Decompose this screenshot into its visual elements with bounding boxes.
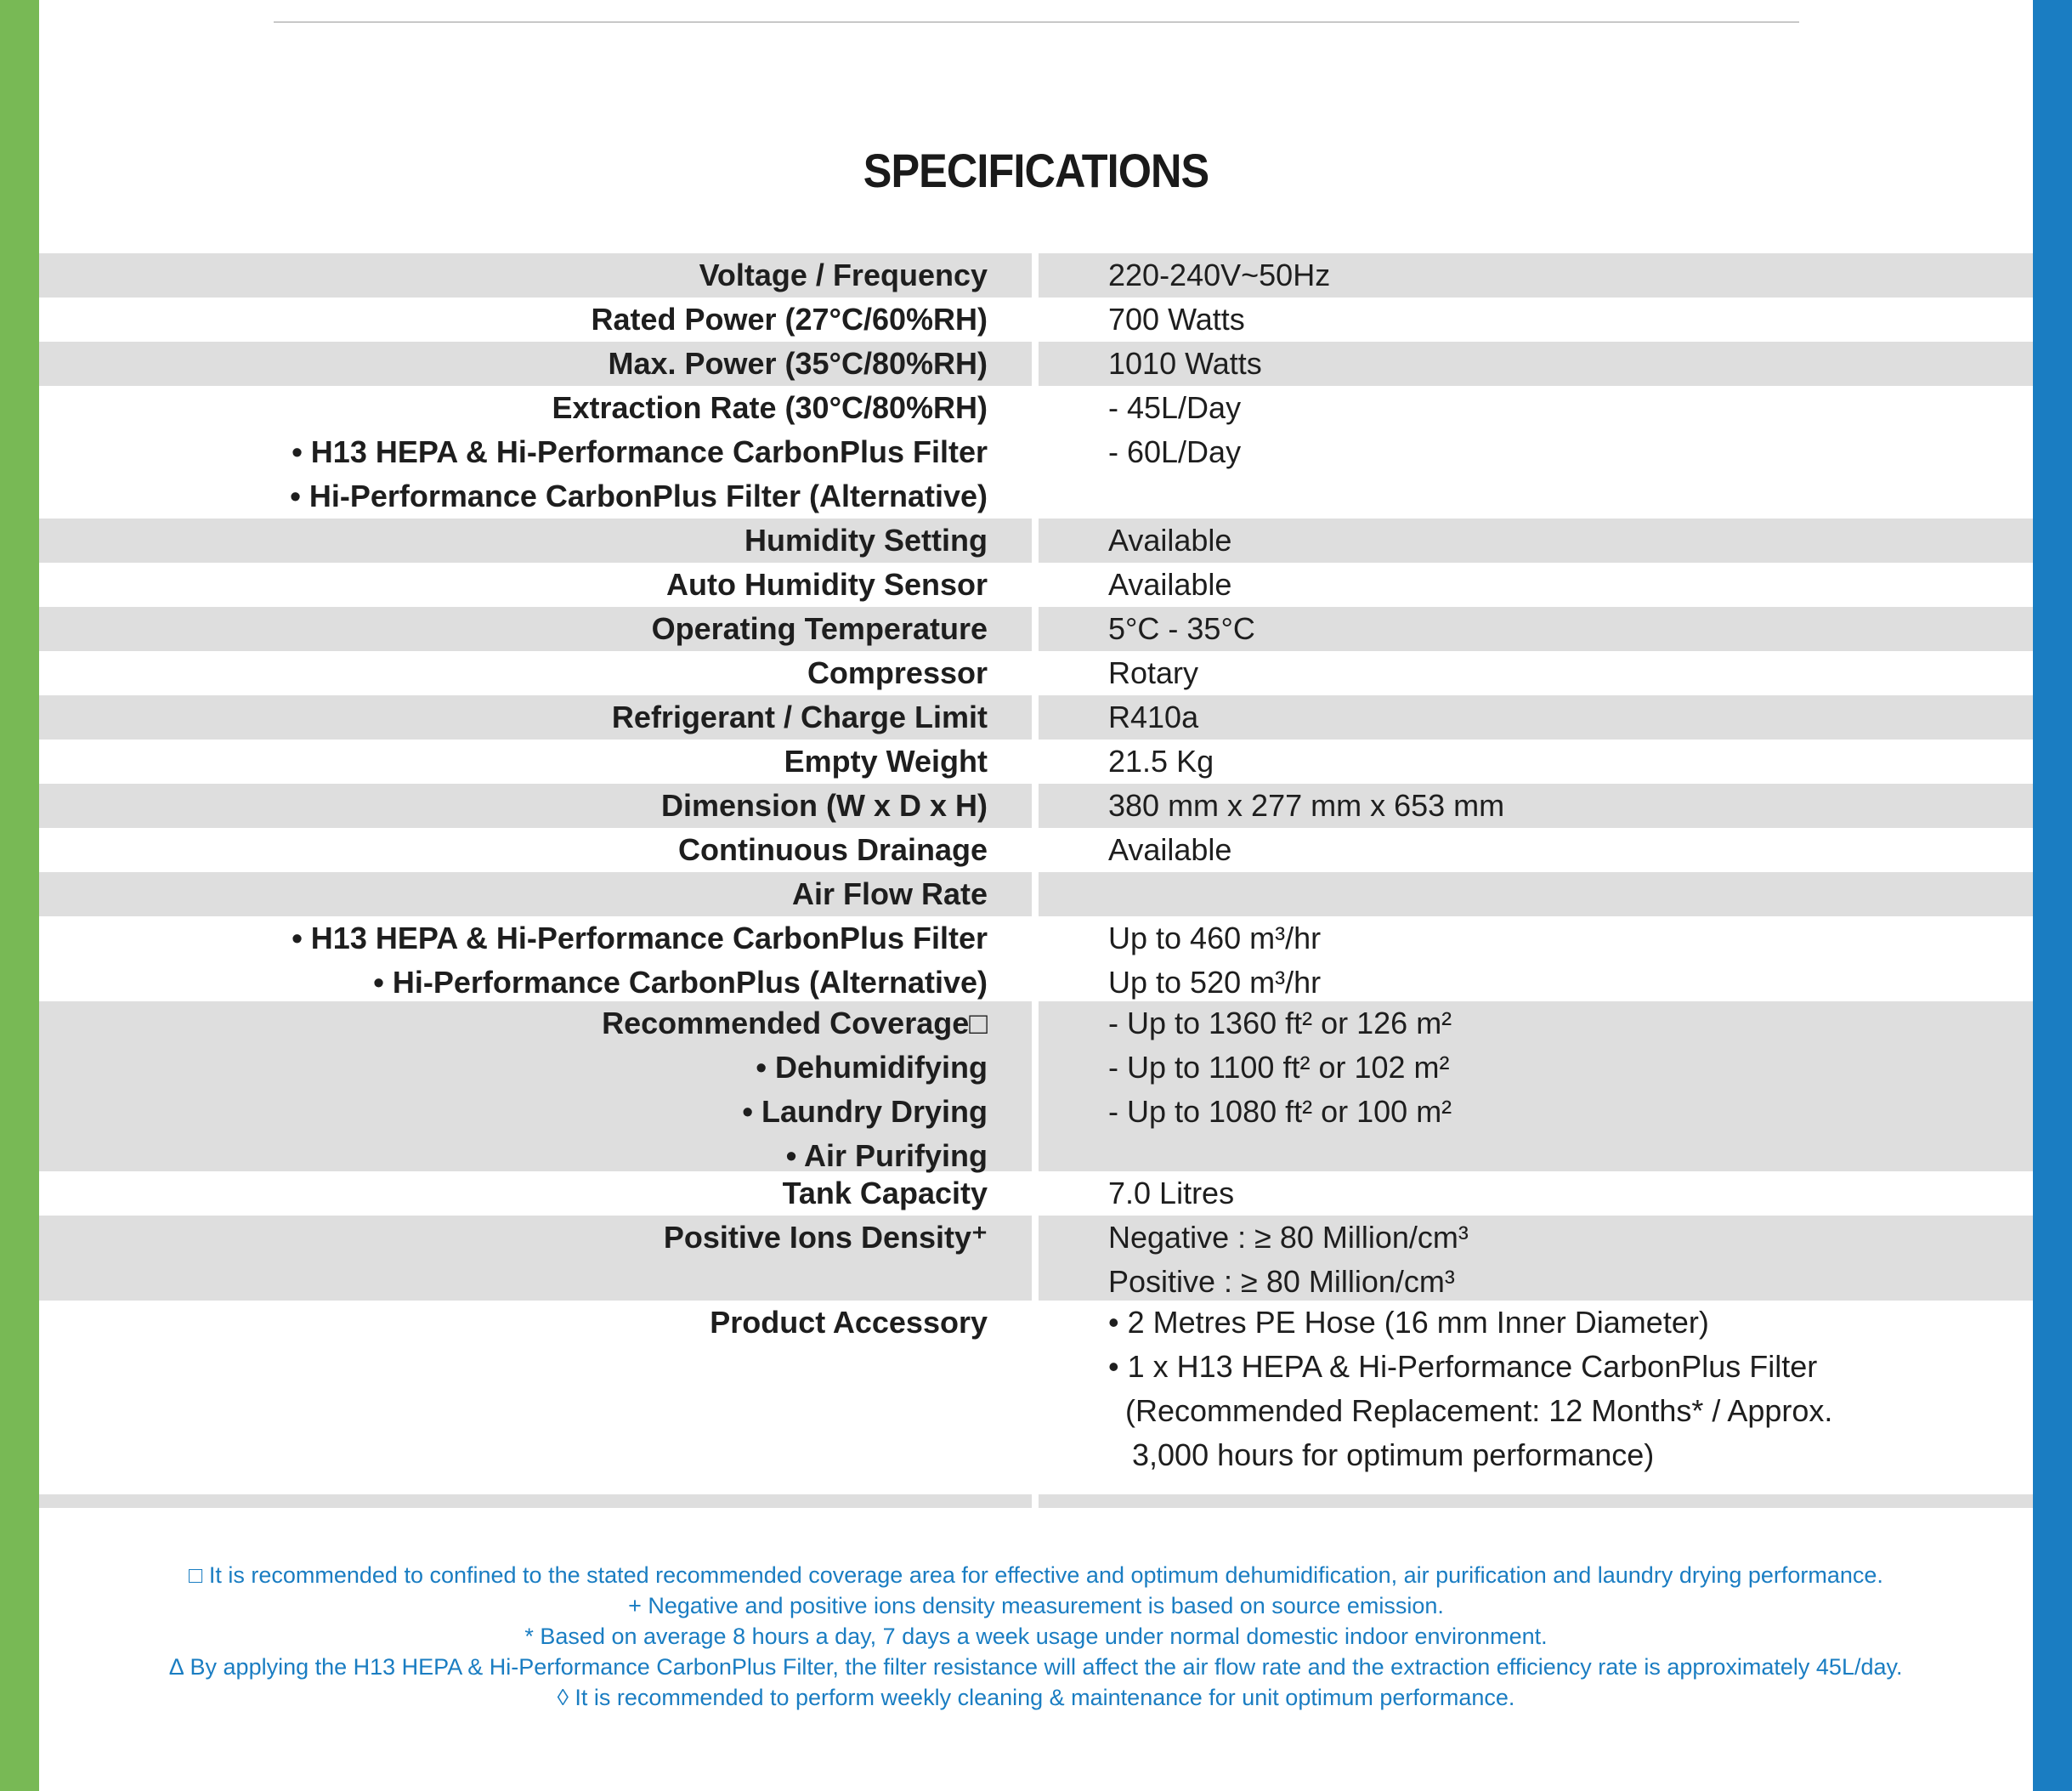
spec-value-line: Rotary [1108, 655, 1199, 690]
spec-label-line: Tank Capacity [782, 1176, 988, 1210]
spec-row [39, 651, 2033, 695]
spec-row [39, 386, 2033, 519]
spec-value-line: 700 Watts [1108, 302, 1245, 337]
spec-label [39, 1171, 1032, 1216]
spec-value [1039, 916, 2033, 1001]
spec-label-line: Empty Weight [784, 744, 988, 779]
spec-value [1039, 253, 2033, 298]
spec-row [39, 916, 2033, 1001]
spec-label-line: Rated Power (27°C/60%RH) [591, 302, 988, 337]
spec-value-line: - 45L/Day [1108, 390, 1242, 425]
spec-row [39, 298, 2033, 342]
column-divider [1032, 1216, 1039, 1301]
spec-label-line: Voltage / Frequency [699, 258, 988, 292]
spec-value-line: Up to 460 m³/hr [1108, 921, 1322, 955]
column-divider [1032, 253, 1039, 298]
spec-label [39, 828, 1032, 872]
spec-row [39, 740, 2033, 784]
spec-label [39, 563, 1032, 607]
footnote-line: ◊ It is recommended to perform weekly cleaning & maintenance for unit optimum performance. [557, 1685, 1515, 1710]
spec-label-line: Air Flow Rate [791, 876, 988, 911]
spec-label-line: Extraction Rate (30°C/80%RH) [552, 390, 988, 425]
spec-value-line: - Up to 1360 ft² or 126 m² [1108, 1006, 1452, 1040]
column-divider [1032, 695, 1039, 740]
spec-label [39, 386, 1032, 519]
column-divider [1032, 872, 1039, 916]
spec-value [1039, 1301, 2033, 1494]
spec-row [39, 253, 2033, 298]
spec-value-line: 21.5 Kg [1108, 744, 1214, 779]
spec-label [39, 1001, 1032, 1171]
spec-label-line: • Laundry Drying [742, 1094, 988, 1129]
column-divider [1032, 519, 1039, 563]
spec-label-line: Refrigerant / Charge Limit [611, 700, 988, 734]
spec-label-line: • Hi-Performance CarbonPlus (Alternative) [373, 965, 988, 1000]
column-divider [1032, 607, 1039, 651]
spec-label [39, 1301, 1032, 1494]
spec-value [1039, 519, 2033, 563]
spec-label [39, 519, 1032, 563]
spec-label-line: Max. Power (35°C/80%RH) [608, 346, 988, 381]
spec-label [39, 253, 1032, 298]
spec-label [39, 651, 1032, 695]
spec-row [39, 563, 2033, 607]
spec-label-line: • H13 HEPA & Hi-Performance CarbonPlus Filter [292, 921, 988, 955]
column-divider [1032, 342, 1039, 386]
spec-row [39, 607, 2033, 651]
spec-value-line: - 60L/Day [1108, 434, 1242, 469]
specifications-table [39, 253, 2033, 1508]
column-divider [1032, 740, 1039, 784]
spec-label [39, 784, 1032, 828]
spec-row [39, 784, 2033, 828]
spec-label-line: Positive Ions Density⁺ [663, 1220, 988, 1255]
spec-value-line: 1010 Watts [1108, 346, 1262, 381]
spec-label-line: Auto Humidity Sensor [665, 567, 988, 602]
spec-row [39, 342, 2033, 386]
spec-value-line: 380 mm x 277 mm x 653 mm [1108, 788, 1505, 823]
spec-label [39, 740, 1032, 784]
spec-row [39, 872, 2033, 916]
footnote-line: □ It is recommended to confined to the stated recommended coverage area for effective and optimum dehumidification, air purification and laundry drying performance. [189, 1562, 1883, 1588]
spec-value [1039, 298, 2033, 342]
spec-label [39, 916, 1032, 1001]
spec-row [39, 828, 2033, 872]
spec-value-line: 7.0 Litres [1108, 1176, 1235, 1210]
column-divider [1032, 828, 1039, 872]
column-divider [1032, 1494, 1039, 1508]
spec-value-line: 3,000 hours for optimum performance) [1132, 1437, 1655, 1472]
column-divider [1032, 651, 1039, 695]
spec-label-line: • Hi-Performance CarbonPlus Filter (Alternative) [290, 479, 988, 513]
spec-value [1039, 740, 2033, 784]
spec-value [1039, 651, 2033, 695]
spec-label-line: Dimension (W x D x H) [660, 788, 988, 823]
column-divider [1032, 916, 1039, 1001]
spec-value [1039, 1171, 2033, 1216]
spec-value-line: - Up to 1080 ft² or 100 m² [1108, 1094, 1452, 1129]
footnote-line: * Based on average 8 hours a day, 7 days a week usage under normal domestic indoor environment. [524, 1624, 1548, 1649]
spec-value [1039, 386, 2033, 519]
right-accent-bar [2033, 0, 2072, 1791]
spec-value [1039, 828, 2033, 872]
top-divider [274, 21, 1799, 23]
spec-value [1039, 1001, 2033, 1171]
column-divider [1032, 1001, 1039, 1171]
spec-row [39, 695, 2033, 740]
spec-value [1039, 342, 2033, 386]
page-title: SPECIFICATIONS [863, 144, 1209, 197]
footnotes [39, 1560, 2033, 1713]
spec-label [39, 342, 1032, 386]
spec-value-line: • 2 Metres PE Hose (16 mm Inner Diameter) [1108, 1305, 1709, 1340]
spec-value [1039, 872, 2033, 916]
spec-label-line: Recommended Coverage□ [602, 1006, 988, 1040]
spec-label-line: Humidity Setting [744, 523, 988, 558]
spec-value [1039, 607, 2033, 651]
left-accent-bar [0, 0, 39, 1791]
column-divider [1032, 563, 1039, 607]
spec-row [39, 1216, 2033, 1301]
spec-label [39, 1216, 1032, 1301]
spec-value-line: Available [1108, 567, 1232, 602]
column-divider [1032, 298, 1039, 342]
spec-label-line: Continuous Drainage [677, 832, 988, 867]
spec-value-line: (Recommended Replacement: 12 Months* / Approx. [1125, 1393, 1833, 1428]
spec-value [1039, 1216, 2033, 1301]
spec-row [39, 1171, 2033, 1216]
spec-value-line: Available [1108, 523, 1232, 558]
spec-label-line: • Dehumidifying [756, 1050, 988, 1085]
spec-value-line: R410a [1108, 700, 1199, 734]
spec-label [39, 872, 1032, 916]
column-divider [1032, 784, 1039, 828]
spec-label-line: Product Accessory [710, 1305, 988, 1340]
column-divider [1032, 386, 1039, 519]
spec-row [39, 1301, 2033, 1494]
spec-value [1039, 695, 2033, 740]
spec-value-line: • 1 x H13 HEPA & Hi-Performance CarbonPlus Filter [1108, 1349, 1818, 1384]
spec-label-line: • H13 HEPA & Hi-Performance CarbonPlus Filter [292, 434, 988, 469]
spec-value-line: 220-240V~50Hz [1108, 258, 1331, 292]
spec-row [39, 1001, 2033, 1171]
spec-value-line: 5°C - 35°C [1108, 611, 1255, 646]
footnote-line: ∆ By applying the H13 HEPA & Hi-Performance CarbonPlus Filter, the filter resistance will affect the air flow rate and the extraction efficiency rate is approximately 45L/day. [169, 1654, 1903, 1680]
spec-label-line: Compressor [807, 655, 988, 690]
spec-value [1039, 563, 2033, 607]
spec-value-line: - Up to 1100 ft² or 102 m² [1108, 1050, 1450, 1085]
spec-label-line: • Air Purifying [785, 1138, 988, 1173]
spec-value [1039, 784, 2033, 828]
column-divider [1032, 1301, 1039, 1494]
footnote-line: + Negative and positive ions density measurement is based on source emission. [628, 1593, 1444, 1618]
spec-row [39, 1494, 2033, 1508]
spec-row [39, 519, 2033, 563]
spec-label [39, 1494, 1032, 1508]
spec-value-line: Positive : ≥ 80 Million/cm³ [1108, 1264, 1455, 1299]
spec-label [39, 695, 1032, 740]
spec-label [39, 298, 1032, 342]
spec-value-line: Negative : ≥ 80 Million/cm³ [1108, 1220, 1469, 1255]
spec-label-line: Operating Temperature [651, 611, 988, 646]
column-divider [1032, 1171, 1039, 1216]
spec-value-line: Up to 520 m³/hr [1108, 965, 1322, 1000]
spec-label [39, 607, 1032, 651]
spec-value [1039, 1494, 2033, 1508]
spec-value-line: Available [1108, 832, 1232, 867]
